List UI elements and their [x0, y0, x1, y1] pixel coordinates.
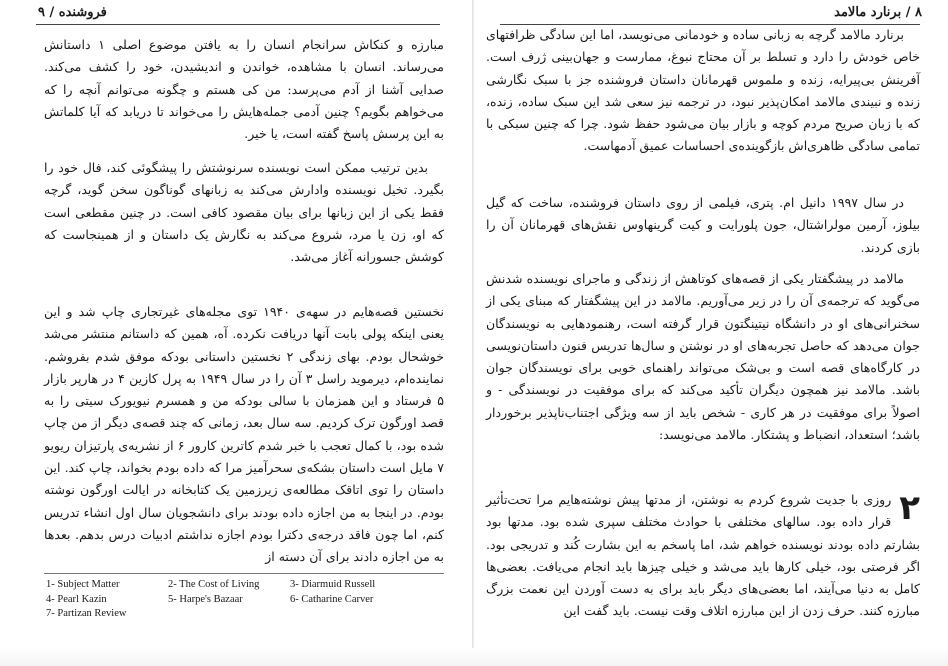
left-paragraph-1: مبارزه و کنکاش سرانجام انسان را به یافتن موضوع اصلی ۱ داستانش می‌رساند. انسان با مشاهده، خواندن و اندیشیدن، خود را کشف می‌کند. صدایی آشنا از آدم می‌پرسد: من کی هستم و چگونه می‌توانم آنچه را که می‌خواهم بگویم؟ چنین آدمی جمله‌هایش را می‌خواند تا دریابد که آیا کلماتش به این پرسش پاسخ گفته است، یا خیر. [44, 37, 444, 142]
footnote-rule [44, 573, 444, 574]
footnote-5: 5- Harpe's Bazaar [168, 593, 243, 605]
right-paragraph-4: ۲ روزی با جدیت شروع کردم به نوشتن، از مدتها پیش نوشته‌هایم مرا تحت‌تأثیر قرار داده بود. سالهای مختلفی با حوادث مختلف سپری شده بود. مدتها بود بشارتم داده بودند نویسنده خواهم شد، اما پاسخم به این بشارت کُند و تدریجی بود. اگر فرصتی بود، خیلی کارها باید می‌شد و خیلی چیزها باید انجام می‌یافت. بعضی‌ها کامل به دنیا می‌آیند، اما بعضی‌های دیگر باید برای به دست آوردن این نعمت بزرگ مبارزه کنند. حرف زدن از این مبارزه اتلاف وقت نیست. باید گفت این [486, 488, 920, 619]
right-page-header: ۸ / برنارد مالامد [834, 5, 922, 20]
footnote-2: 2- The Cost of Living [168, 579, 260, 590]
right-paragraph-1: برنارد مالامد گرچه به زبانی ساده و خودمانی می‌نویسد، اما این سادگی ظرافتهای خاص خودش را دارد و تسلط بر آن محتاج نبوغ، ممارست و جهان‌بینی ژرف است. آفرینش بی‌پیرایه، زنده و ملموس قهرمانان داستان فروشنده جز با سبک نگارشی زنده و نبیندی مالامد امکان‌پذیر نبود، در ترجمه نیز سعی شد این سبک ساده، زنده، که با زبان صریح مردم کوچه و بازار بیان می‌شود حفظ شود. چرا که چنین سبکی با تمامی سادگی ظاهری‌اش بازگوینده‌ی احساسات عمیق آدمهاست. [486, 27, 920, 154]
page-bottom-shade [0, 648, 948, 666]
right-page [474, 0, 948, 666]
footnote-1: 1- Subject Matter [46, 579, 120, 590]
footnote-3: 3- Diarmuid Russell [290, 579, 376, 590]
right-paragraph-3: مالامد در پیشگفتار یکی از قصه‌های کوتاهش از زندگی و ماجرای نویسنده شدنش می‌گوید که ترجمه‌ی آن را در زیر می‌آوریم. مالامد در این پیشگفتار که مبنای یکی از سخنرانی‌های او در دانشگاه نیتینگتون قرار گرفته است، رهنمودهایی به نویسندگان جوان می‌دهد که حاصل تجربه‌های او در نوشتن و سال‌ها تدریس فنون داستان‌نویسی در کارگاه‌های قصه است و بی‌شک می‌تواند راهنمای خوبی برای نویسندگان جوان باشد. مالامد نیز همچون دیگران تأکید می‌کند که برای موفقیت در نویسندگی - و اصولاً برای موفقیت در هر کاری - شخص باید از سه ویژگی اجتناب‌ناپذیر برخوردار باشد؛ استعداد، انضباط و پشتکار. مالامد می‌نویسد: [486, 271, 920, 443]
footnote-4: 4- Pearl Kazin [46, 593, 107, 605]
left-paragraph-3: نخستین قصه‌هایم در سهه‌ی ۱۹۴۰ توی مجله‌های غیرتجاری چاپ شد و این یعنی اینکه پولی بابت آنها دریافت نکرده. آه، همین که داستانم منتشر می‌شد خوشحال بودم. بهای زندگی ۲ نخستین داستانی بودکه موفق شدم بفروشم. نماینده‌ام، دیرموید راسل ۳ آن را در سال ۱۹۴۹ به پرل کازین ۴ در هارپر بازار ۵ فرستاد و این همزمان با سالی بودکه من و همسرم نیویورک سیتی را به قصد اورگون ترک کردیم. سه سال بعد، زمانی که چند قصه‌ی دیگر از من چاپ شده بود، با کمال تعجب با خبر شدم کاترین کارور ۶ از نشریه‌ی پارتیزان ریویو ۷ مایل است داستان بشکه‌ی سحرآمیز مرا که داده بودم بخواند، چاپ کند. این داستان را توی اتاقک مطالعه‌ی زیرزمین یک کتابخانه در ایالت اورگون نوشته بودم. در اینجا به من اجازه داده بودند برای دانشجویان سال اول انشاء تدریس کنم، اما چون فاقد درجه‌ی دکترا بودم اجازه نداشتم ادبیات درس بدهم. بعدها به من اجازه دادند برای آن دسته از [44, 304, 445, 565]
left-page-header: فروشنده / ۹ [38, 5, 107, 20]
left-paragraph-2: بدین ترتیب ممکن است نویسنده سرنوشتش را پیشگوئی کند، فال خود را بگیرد. تخیل نویسنده وادارش می‌کند به زبانهای گوناگون سخن گوید، گرچه فقط یکی از این زبانها برای بیان مقصود کافی است. در چنین مقطعی است که او، زن یا مرد، شروع می‌کند به نگارش یک داستان و از همینجاست که کوشش جسورانه آغاز می‌شد. [44, 160, 444, 265]
right-paragraph-2: در سال ۱۹۹۷ دانیل ام. پتری، فیلمی از روی داستان فروشنده، ساخت که گیل بیلوز، آرمین مولراشتال، جون پلورایت و کیت گرینهاوس نقش‌های قهرمانان آن را بازی کردند. [486, 195, 920, 255]
left-header-rule [36, 24, 440, 25]
chapter-number: ۲ [899, 488, 920, 528]
footnote-7: 7- Partizan Review [46, 608, 127, 619]
footnotes [46, 578, 446, 622]
footnote-6: 6- Catharine Carver [290, 593, 374, 605]
